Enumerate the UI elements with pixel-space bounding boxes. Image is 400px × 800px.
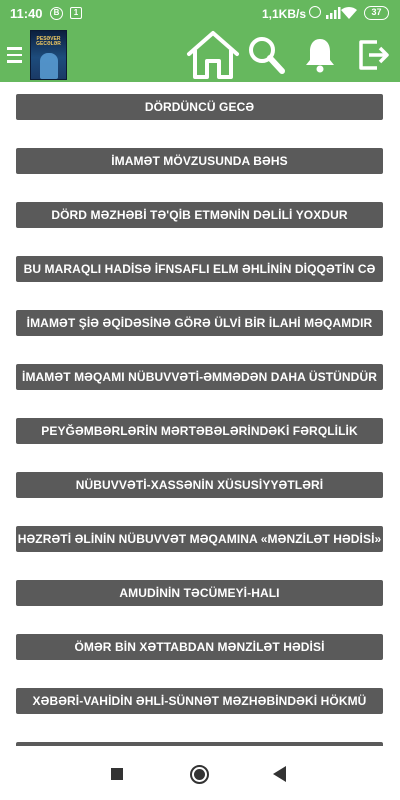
home-icon [185,30,241,80]
recent-apps-button[interactable] [111,768,123,780]
list-item[interactable]: İMAMƏT MÖVZUSUNDA BƏHS [16,148,383,174]
b-app-icon: B [50,7,63,20]
search-button[interactable] [244,28,288,82]
wifi-icon [340,6,358,20]
list-item[interactable]: XƏBƏRİ-VAHİDİN ƏHLİ-SÜNNƏT MƏZHƏBİNDƏKİ HÖKMÜ [16,688,383,714]
home-nav-dot [194,769,205,780]
book-cover-image[interactable] [30,30,67,80]
list-item[interactable]: İMAMƏT ŞİƏ ƏQİDƏSİNƏ GÖRƏ ÜLVİ BİR İLAHİ MƏQAMDIR [16,310,383,336]
alarm-icon [309,6,321,18]
bell-icon [304,37,336,73]
chapter-list [0,82,400,746]
notifications-button[interactable] [302,28,338,82]
exit-icon [357,38,391,72]
status-time: 11:40 [10,6,43,21]
list-item[interactable]: İMAMƏT MƏQAMI NÜBUVVƏTİ-ƏMMƏDƏN DAHA ÜSTÜNDÜR [16,364,383,390]
menu-icon[interactable] [7,43,23,65]
home-button[interactable] [183,28,243,82]
list-item[interactable]: NÜBUVVƏTİ-XASSƏNİN XÜSUSİYYƏTLƏRİ [16,472,383,498]
list-item[interactable]: HƏZRƏTİ ƏLİNİN NÜBUVVƏT MƏQAMINA «MƏNZİLƏT HƏDİSİ» [16,526,383,552]
list-item[interactable]: PEYĞƏMBƏRLƏRİN MƏRTƏBƏLƏRİNDƏKİ FƏRQLİLİK [16,418,383,444]
back-button[interactable] [273,766,286,782]
notification-icon: 1 [70,7,82,19]
exit-button[interactable] [354,28,394,82]
list-item[interactable]: DÖRD MƏZHƏBİ TƏ'QİB ETMƏNİN DƏLİLİ YOXDUR [16,202,383,228]
status-bar [0,0,400,28]
search-icon [247,35,285,75]
battery-icon: 37 [364,6,389,20]
cover-figure [40,53,58,79]
list-item[interactable]: DÖRDÜNCÜ GECƏ [16,94,383,120]
cover-title: PESƏVER GECƏLƏR [36,36,61,47]
list-item[interactable]: ÖMƏR BİN XƏTTABDAN MƏNZİLƏT HƏDİSİ [16,634,383,660]
network-speed: 1,1KB/s [262,7,307,21]
list-item[interactable]: AMUDİNİN TƏCÜMEYİ-HALI [16,580,383,606]
list-item[interactable]: BU MARAQLI HADİSƏ İFNSAFLI ELM ƏHLİNİN DİQQƏTİN CƏ [16,256,383,282]
